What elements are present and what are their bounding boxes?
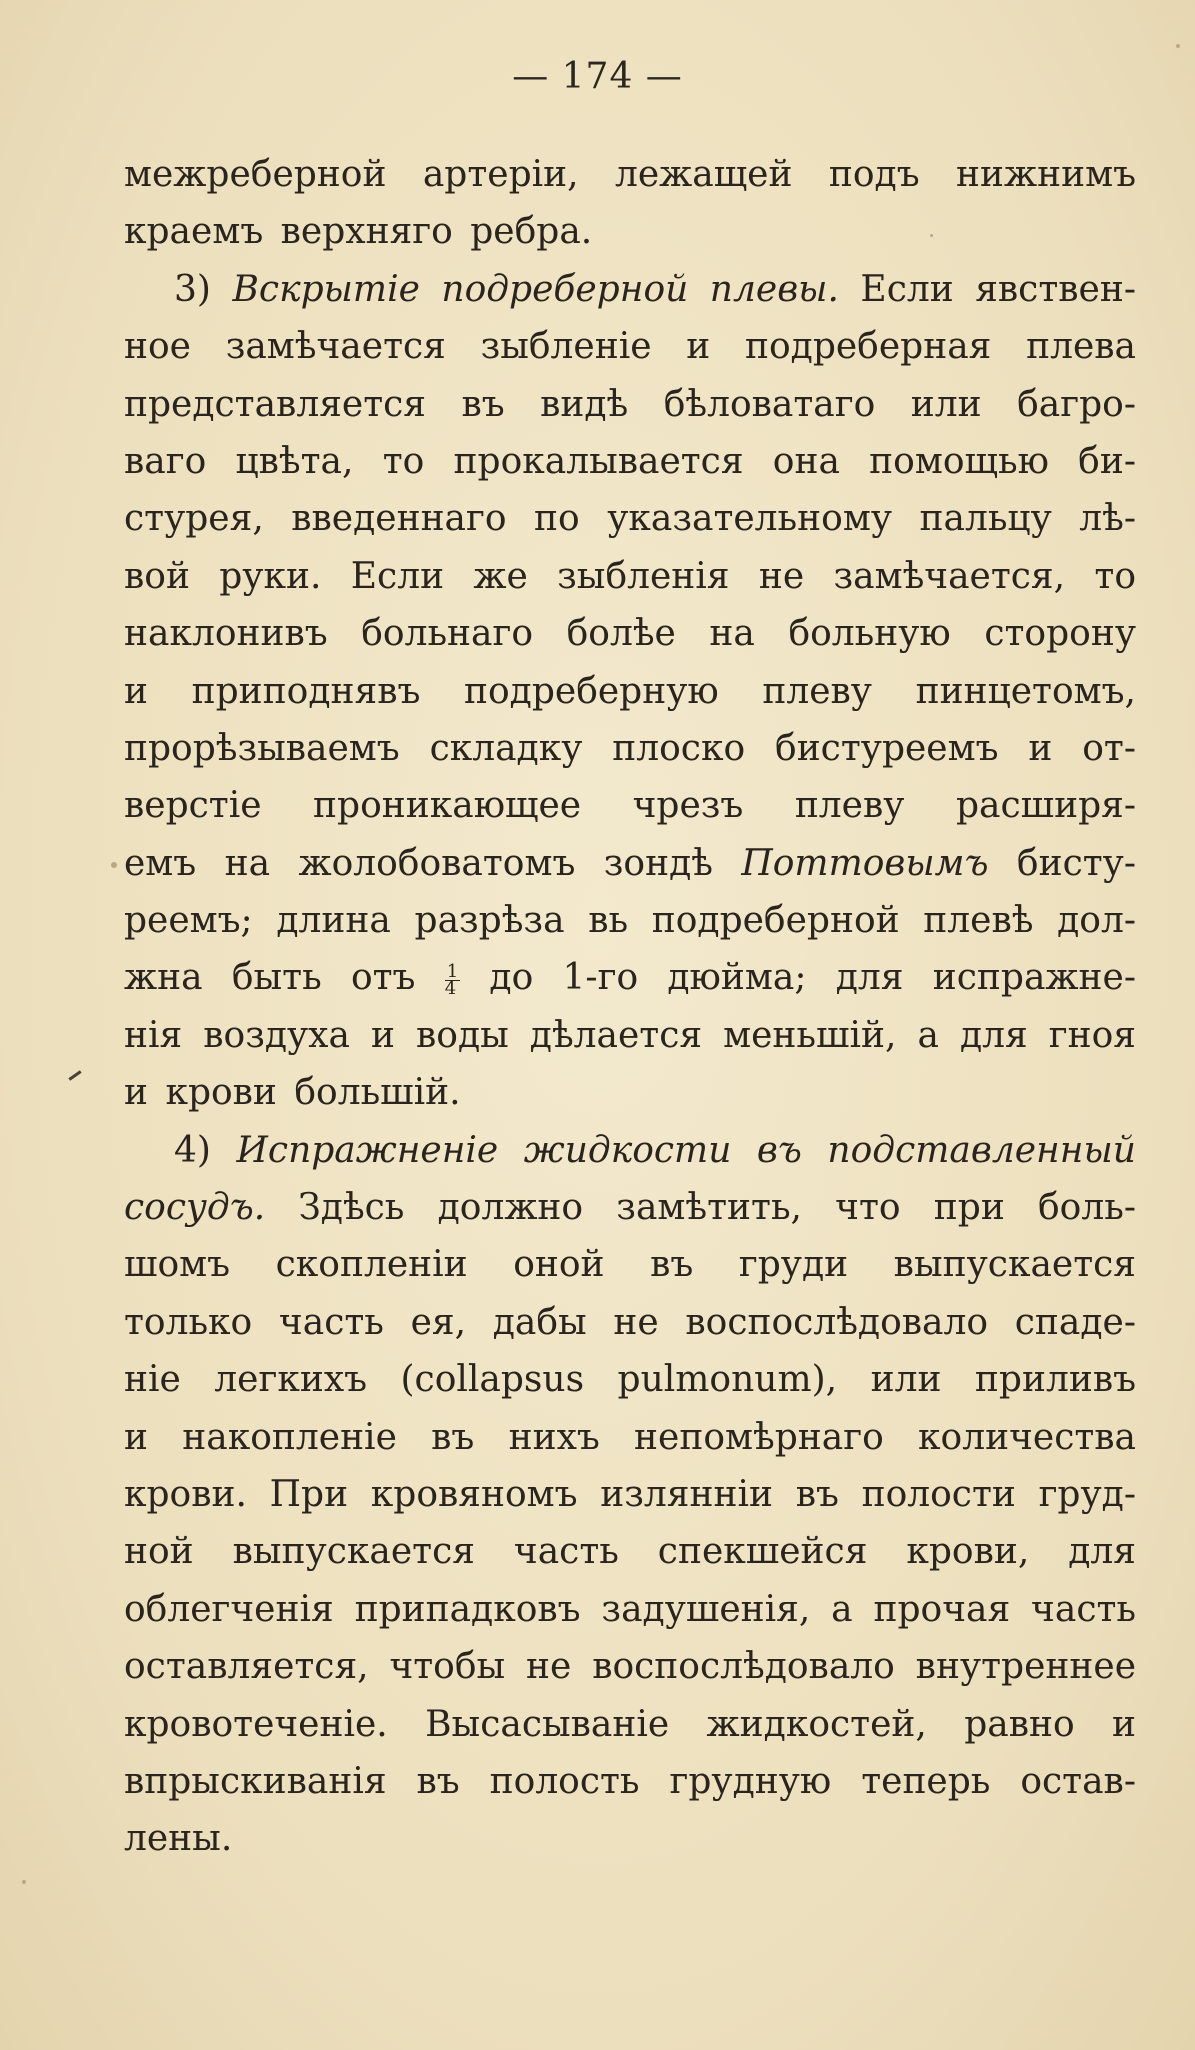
text-line-11: [124, 720, 1136, 777]
paper-speck: [1176, 44, 1180, 48]
text-segment: ной выпускается часть спекшейся крови, для: [124, 1531, 1136, 1573]
text-line-17: [124, 1064, 1136, 1121]
text-line-2: [124, 203, 1136, 260]
paper-speck: [22, 1880, 26, 1884]
text-segment: только часть ея, дабы не воспослѣдовало спаде-: [124, 1301, 1136, 1343]
margin-pencil-mark: [68, 1070, 81, 1080]
text-segment: емъ на жолобоватомъ зондѣ: [124, 842, 742, 884]
text-segment: и накопленiе въ нихъ непомѣрнаго количества: [124, 1416, 1136, 1458]
text-line-18: [124, 1122, 1136, 1179]
text-segment: крови. При кровяномъ изляннiи въ полости груд-: [124, 1473, 1136, 1515]
italic-text-segment: Испражненiе жидкости въ подставленный: [236, 1129, 1136, 1171]
fraction-numerator: 1: [446, 960, 459, 982]
paper-speck: [930, 234, 933, 237]
text-line-10: [124, 663, 1136, 720]
text-segment: бисту-: [988, 842, 1136, 884]
text-segment: ваго цвѣта, то прокалывается она помощью би-: [124, 440, 1136, 482]
text-line-21: [124, 1294, 1136, 1351]
text-line-15: [124, 949, 1136, 1006]
text-segment: межреберной артерiи, лежащей подъ нижнимъ: [124, 154, 1136, 195]
paper-speck: [111, 862, 117, 868]
page-number: — 174 —: [512, 56, 683, 97]
text-line-20: [124, 1236, 1136, 1293]
text-segment: жна быть отъ: [124, 957, 445, 999]
text-segment: шомъ скопленiи оной въ груди выпускается: [124, 1244, 1136, 1286]
text-line-14: [124, 892, 1136, 949]
text-segment: прорѣзываемъ складку плоско бистуреемъ и от-: [124, 727, 1136, 769]
text-segment: и крови большiй.: [124, 1072, 461, 1114]
text-segment: вой руки. Если же зыбленiя не замѣчается, то: [124, 555, 1136, 597]
text-line-4: [124, 318, 1136, 375]
text-line-26: [124, 1581, 1136, 1638]
text-segment: ное замѣчается зыбленiе и подреберная плева: [124, 326, 1136, 368]
italic-text-segment: Вскрытiе подреберной плевы.: [232, 268, 839, 310]
text-segment: оставляется, чтобы не воспослѣдовало внутреннее: [124, 1646, 1136, 1688]
text-segment: стурея, введеннаго по указательному пальцу лѣ-: [124, 498, 1136, 540]
text-segment: 3): [174, 268, 233, 310]
text-segment: кровотеченiе. Высасыванiе жидкостей, равно и: [124, 1703, 1136, 1745]
fraction-one-quarter: [444, 960, 460, 999]
text-line-23: [124, 1409, 1136, 1466]
text-line-6: [124, 433, 1136, 490]
text-segment: наклонивъ больнаго болѣе на больную сторону: [124, 613, 1136, 655]
text-segment: краемъ верхняго ребра.: [124, 211, 593, 253]
text-segment: Если явствен-: [838, 268, 1136, 310]
text-segment: облегченiя припадковъ задушенiя, а прочая часть: [124, 1588, 1136, 1630]
text-segment: нiя воздуха и воды дѣлается меньшiй, а для гноя: [124, 1014, 1136, 1056]
text-segment: Здѣсь должно замѣтить, что при боль-: [265, 1187, 1136, 1229]
body-text: [124, 146, 1136, 1868]
fraction-denominator: 4: [444, 977, 457, 999]
text-line-28: [124, 1696, 1136, 1753]
text-line-25: [124, 1523, 1136, 1580]
text-segment: и приподнявъ подреберную плеву пинцетомъ,: [124, 670, 1136, 712]
text-line-1: [124, 146, 1136, 203]
text-segment: реемъ; длина разрѣза вь подреберной плевѣ дол-: [124, 900, 1136, 942]
text-line-7: [124, 490, 1136, 547]
text-line-3: [124, 261, 1136, 318]
text-line-9: [124, 605, 1136, 662]
text-line-27: [124, 1638, 1136, 1695]
text-line-12: [124, 777, 1136, 834]
text-segment: впрыскиванiя въ полость грудную теперь остав-: [124, 1760, 1136, 1802]
text-segment: верстiе проникающее чрезъ плеву расширя-: [124, 785, 1136, 827]
text-segment: 4): [174, 1129, 237, 1171]
text-segment: представляется въ видѣ бѣловатаго или багро-: [124, 383, 1136, 425]
text-line-8: [124, 548, 1136, 605]
italic-text-segment: сосудъ.: [124, 1187, 266, 1229]
text-line-24: [124, 1466, 1136, 1523]
text-line-22: [124, 1351, 1136, 1408]
text-line-13: [124, 835, 1136, 892]
text-line-30: [124, 1810, 1136, 1867]
text-line-5: [124, 376, 1136, 433]
text-segment: лены.: [124, 1818, 233, 1860]
text-segment: до 1-го дюйма; для испражне-: [460, 957, 1136, 999]
text-segment: нiе легкихъ (collapsus pulmonum), или приливъ: [124, 1359, 1136, 1401]
text-line-29: [124, 1753, 1136, 1810]
italic-text-segment: Поттовымъ: [741, 842, 989, 884]
text-line-16: [124, 1007, 1136, 1064]
text-line-19: [124, 1179, 1136, 1236]
